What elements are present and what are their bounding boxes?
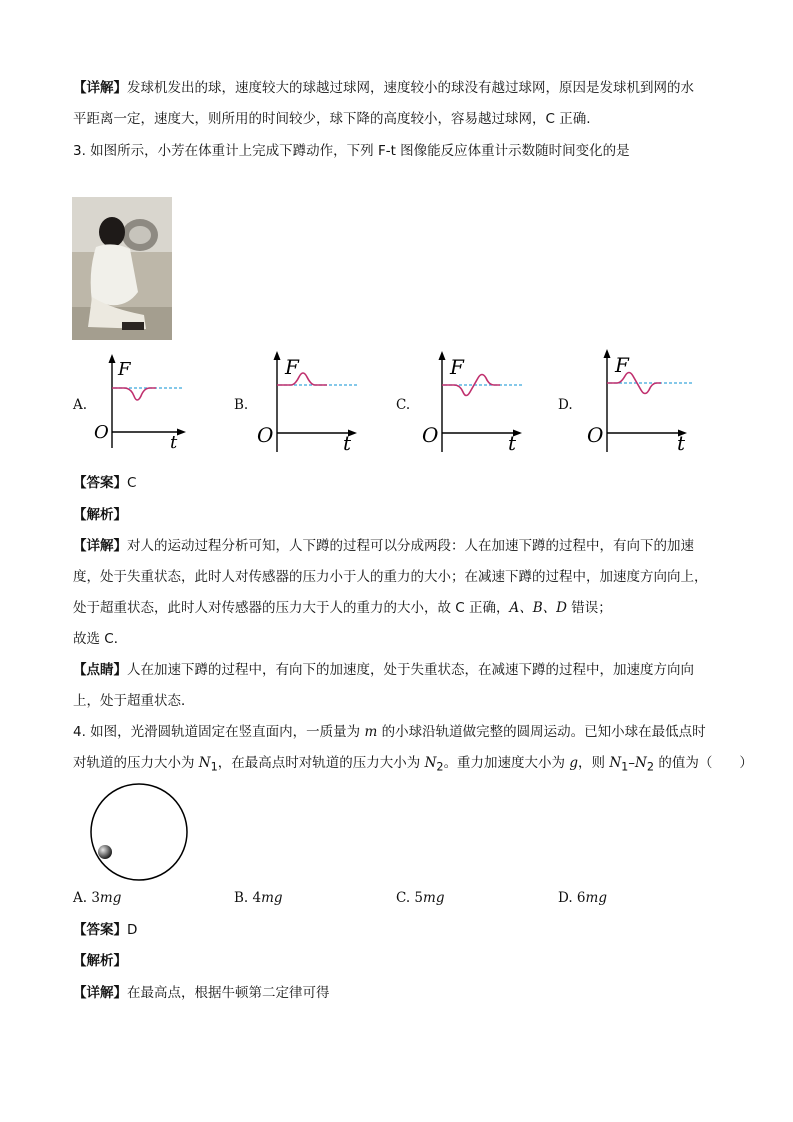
q4-answer: 【答案】D: [73, 922, 138, 938]
q3-option-d-graph[interactable]: [585, 346, 695, 456]
q3-detail-line3: 处于超重状态，此时人对传感器的压力大于人的重力的大小，故 C 正确，A、B、D 错误；: [73, 600, 612, 616]
f-axis-label: F: [118, 359, 131, 380]
q2-detail-line2: 平距离一定，速度大，则所用的时间较少，球下降的高度较小，容易越过球网，C 正确.: [73, 111, 591, 127]
q3-conclusion: 故选 C．: [73, 631, 128, 647]
q3-option-c-label[interactable]: C.: [396, 397, 411, 413]
q2-detail-line1: 【详解】发球机发出的球，速度较大的球越过球网，速度较小的球没有越过球网，原因是发球机到网的水: [73, 80, 694, 96]
q3-answer: 【答案】C: [73, 475, 137, 491]
q3-option-d-label[interactable]: D.: [558, 397, 573, 413]
q4-option-c[interactable]: C. 5mg: [396, 890, 445, 906]
origin-label: O: [94, 422, 109, 443]
ball: [98, 845, 112, 859]
q4-detail: 【详解】在最高点，根据牛顿第二定律可得: [73, 985, 330, 1001]
q3-option-a-graph[interactable]: [90, 352, 190, 452]
q3-detail-line1: 【详解】对人的运动过程分析可知，人下蹲的过程可以分成两段：人在加速下蹲的过程中，有向下的加速: [73, 538, 694, 554]
q4-analysis-tag: 【解析】: [73, 953, 127, 969]
t-axis-label: t: [170, 432, 178, 452]
q4-stem-line2: 对轨道的压力大小为 $N_1$，在最高点时对轨道的压力大小为 $N_2$。重力加速度大小为 g，则 $N_1-N_2$ 的值为（ ）: [73, 755, 753, 774]
q3-note-line1: 【点睛】人在加速下蹲的过程中，有向下的加速度，处于失重状态，在减速下蹲的过程中，加速度方向向: [73, 662, 694, 678]
q3-detail-line2: 度，处于失重状态，此时人对传感器的压力小于人的重力的大小；在减速下蹲的过程中，加速度方向向上，: [73, 569, 708, 585]
f-axis-label: F: [450, 355, 464, 379]
t-axis-label: t: [508, 431, 517, 455]
t-axis-label: t: [343, 431, 352, 455]
q3-note-line2: 上，处于超重状态．: [73, 693, 195, 709]
q3-option-a-label[interactable]: A.: [73, 397, 88, 413]
q4-option-d[interactable]: D. 6mg: [558, 890, 607, 906]
q3-stem: 3. 如图所示，小芳在体重计上完成下蹲动作，下列 F-t 图像能反应体重计示数随时间变化的是: [73, 143, 630, 159]
t-axis-label: t: [677, 431, 686, 455]
f-axis-label: F: [285, 355, 299, 379]
origin-label: O: [422, 423, 439, 447]
q3-option-b-graph[interactable]: [255, 348, 365, 456]
f-axis-label: F: [615, 353, 629, 377]
squatting-girl-photo: [72, 197, 172, 340]
origin-label: O: [587, 423, 604, 447]
q4-circular-track-diagram: [85, 782, 193, 884]
q4-option-b[interactable]: B. 4mg: [234, 890, 283, 906]
q3-option-b-label[interactable]: B.: [234, 397, 249, 413]
q3-option-c-graph[interactable]: [420, 348, 530, 456]
q3-analysis-tag: 【解析】: [73, 507, 127, 523]
q4-option-a[interactable]: A. 3mg: [73, 890, 122, 906]
q4-stem-line1: 4. 如图，光滑圆轨道固定在竖直面内，一质量为 m 的小球沿轨道做完整的圆周运动。已知小球在最低点时: [73, 724, 706, 740]
origin-label: O: [257, 423, 274, 447]
